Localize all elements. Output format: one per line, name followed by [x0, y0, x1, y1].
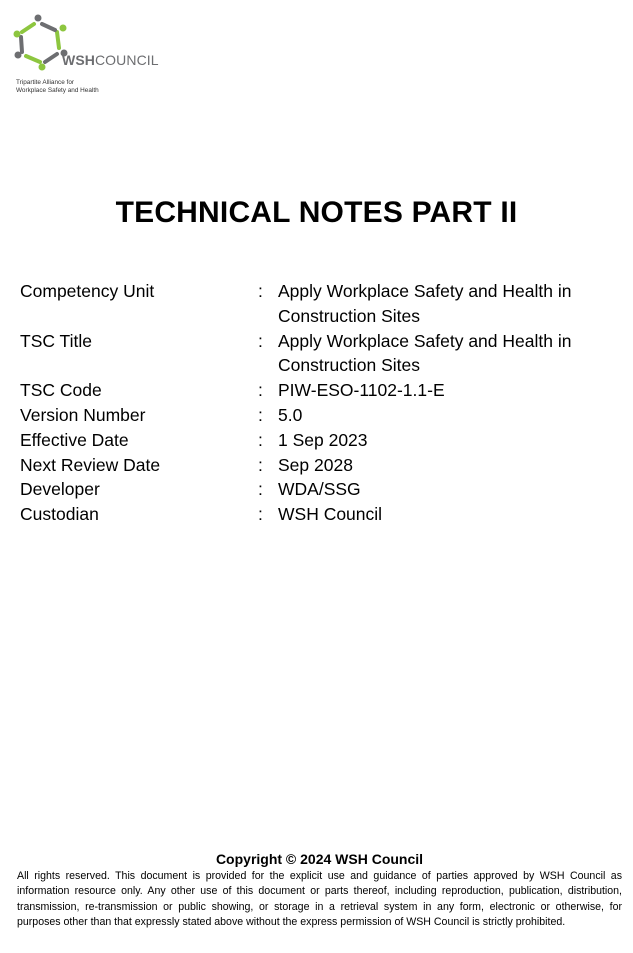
meta-row-competency-unit: Competency Unit : Apply Workplace Safety and Health in Construction Sites	[20, 281, 572, 326]
page-title: TECHNICAL NOTES PART II	[115, 196, 518, 229]
meta-row-custodian: Custodian : WSH Council	[20, 504, 383, 525]
footer	[17, 850, 622, 931]
meta-row-next-review-date: Next Review Date : Sep 2028	[20, 454, 353, 475]
copyright-notice: Copyright © 2024 WSH Council	[215, 851, 424, 867]
meta-row-developer: Developer : WDA/SSG	[20, 479, 361, 500]
meta-row-version-number: Version Number : 5.0	[20, 404, 303, 425]
wsh-council-logo	[12, 12, 182, 97]
meta-row-tsc-title: TSC Title : Apply Workplace Safety and Health in Construction Sites	[20, 330, 572, 376]
logo-tagline: Tripartite Alliance for Workplace Safety and Health	[16, 79, 99, 94]
meta-row-effective-date: Effective Date : 1 Sep 2023	[20, 429, 368, 450]
logo-brand: WSHCOUNCIL	[62, 52, 159, 68]
document-metadata	[20, 279, 620, 527]
meta-row-tsc-code: TSC Code : PIW-ESO-1102-1.1-E	[20, 380, 445, 401]
legal-disclaimer: All rights reserved. This document is provided for the explicit use and guidance of parties approved by WSH Council as information resource only. Any other use of this document or parts thereof, including reproduction, publication, distribution, transmission, re-transmission or public showing, or storage in a retrieval system in any form, electronic or otherwise, for purposes other than that expressly stated above without the express permission of WSH Council is strictly prohibited.	[17, 870, 622, 929]
